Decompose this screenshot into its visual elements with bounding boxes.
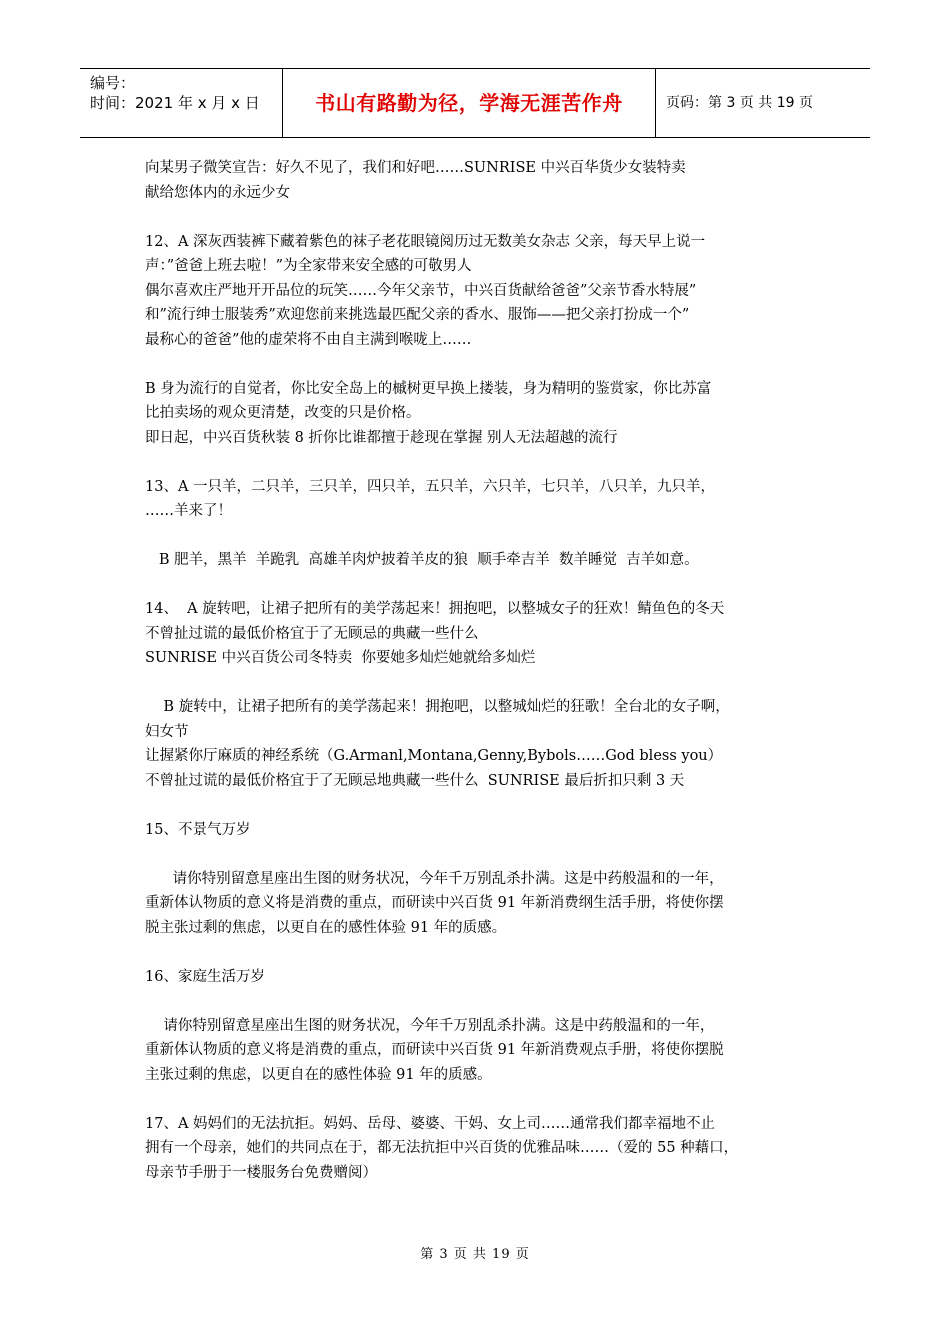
- body-line: 14、 A 旋转吧，让裙子把所有的美学荡起来！拥抱吧，以整城女子的狂欢！鲭鱼色的冬天: [145, 601, 725, 617]
- body-line: 母亲节手册于一楼服务台免费赠阅）: [145, 1164, 377, 1181]
- body-line: 不曾扯过谎的最低价格宜于了无顾忌地典藏一些什么 SUNRISE 最后折扣只剩 3 天: [145, 772, 685, 789]
- paragraph-gap: [145, 793, 815, 818]
- paragraph-gap: [145, 1087, 815, 1112]
- page-footer: 第 3 页 共 19 页: [420, 1247, 530, 1262]
- body-line: ……羊来了！: [145, 503, 232, 519]
- body-line: 脱主张过剩的焦虑，以更自在的感性体验 91 年的质感。: [145, 919, 507, 936]
- body-line: 即日起，中兴百货秋装 8 折你比谁都擅于趁现在掌握 别人无法超越的流行: [145, 429, 618, 446]
- document-number: 编号：: [90, 74, 136, 92]
- body-line: 重新体认物质的意义将是消费的重点，而研读中兴百货 91 年新消费观点手册，将使你摆脱: [145, 1042, 724, 1058]
- body-line: 主张过剩的焦虑，以更自在的感性体验 91 年的质感。: [145, 1066, 492, 1083]
- paragraph-gap: [145, 524, 815, 549]
- body-line: 比拍卖场的观众更清楚，改变的只是价格。: [145, 405, 421, 421]
- header-meta-cell: [80, 69, 283, 137]
- paragraph-gap: [145, 450, 815, 475]
- body-line: B 旋转中，让裙子把所有的美学荡起来！拥抱吧，以整城灿烂的狂歌！全台北的女子啊，: [145, 699, 730, 715]
- document-date: 时间：2021 年 x 月 x 日: [90, 94, 260, 112]
- body-line: 13、A 一只羊，二只羊，三只羊，四只羊，五只羊，六只羊，七只羊，八只羊，九只羊，: [145, 478, 716, 495]
- paragraph-gap: [145, 205, 815, 230]
- body-line: 不曾扯过谎的最低价格宜于了无顾忌的典藏一些什么: [145, 625, 479, 642]
- body-line: 17、A 妈妈们的无法抗拒。妈妈、岳母、婆婆、干妈、女上司……通常我们都幸福地不止: [145, 1115, 716, 1132]
- body-line: 偶尔喜欢庄严地开开品位的玩笑……今年父亲节，中兴百货献给爸爸”父亲节香水特展”: [145, 282, 697, 299]
- body-line: 最称心的爸爸”他的虚荣将不由自主满到喉咙上……: [145, 331, 472, 348]
- body-line: 声：”爸爸上班去啦！”为全家带来安全感的可敬男人: [145, 258, 472, 274]
- header-motto: 书山有路勤为径，学海无涯苦作舟: [283, 69, 656, 137]
- paragraph-gap: [145, 573, 815, 598]
- body-line: SUNRISE 中兴百货公司冬特卖 你要她多灿烂她就给多灿烂: [145, 650, 536, 666]
- paragraph-gap: [145, 842, 815, 867]
- paragraph-gap: [145, 352, 815, 377]
- body-line: 献给您体内的永远少女: [145, 184, 290, 201]
- section-heading: 15、不景气万岁: [145, 821, 251, 838]
- body-line: B 身为流行的自觉者，你比安全岛上的槭树更早换上搂装，身为精明的鉴赏家，你比苏富: [145, 380, 712, 397]
- body-line: 重新体认物质的意义将是消费的重点，而研读中兴百货 91 年新消费纲生活手册，将使你摆: [145, 895, 724, 911]
- body-line: 和”流行绅士服装秀”欢迎您前来挑选最匹配父亲的香水、服饰——把父亲打扮成一个”: [145, 307, 690, 323]
- body-line: 12、A 深灰西装裤下藏着紫色的袜子老花眼镜阅历过无数美女杂志 父亲，每天早上说一: [145, 233, 706, 250]
- document-body: [145, 156, 815, 1185]
- body-line: 拥有一个母亲，她们的共同点在于，都无法抗拒中兴百货的优雅品味……（爱的 55 种藉口，: [145, 1140, 739, 1156]
- body-line: 让握紧你厅麻质的神经系统（G.Armanl,Montana,Genny,Bybols……God bless you）: [145, 748, 723, 764]
- page-header: [80, 68, 870, 138]
- section-heading: 16、家庭生活万岁: [145, 968, 265, 985]
- paragraph-gap: [145, 989, 815, 1014]
- paragraph-gap: [145, 940, 815, 965]
- paragraph-gap: [145, 671, 815, 696]
- body-line: B 肥羊，黑羊 羊跪乳 高雄羊肉炉披着羊皮的狼 顺手牵吉羊 数羊睡觉 吉羊如意。: [145, 552, 699, 568]
- header-page-info: 页码：第 3 页 共 19 页: [666, 95, 813, 111]
- body-line: 请你特别留意星座出生图的财务状况，今年千万别乱杀扑满。这是中药般温和的一年，: [145, 870, 724, 887]
- body-line: 请你特别留意星座出生图的财务状况，今年千万别乱杀扑满。这是中药般温和的一年，: [145, 1017, 715, 1034]
- body-line: 向某男子微笑宣告：好久不见了，我们和好吧……SUNRISE 中兴百华货少女装特卖: [145, 160, 686, 176]
- body-line: 妇女节: [145, 723, 189, 740]
